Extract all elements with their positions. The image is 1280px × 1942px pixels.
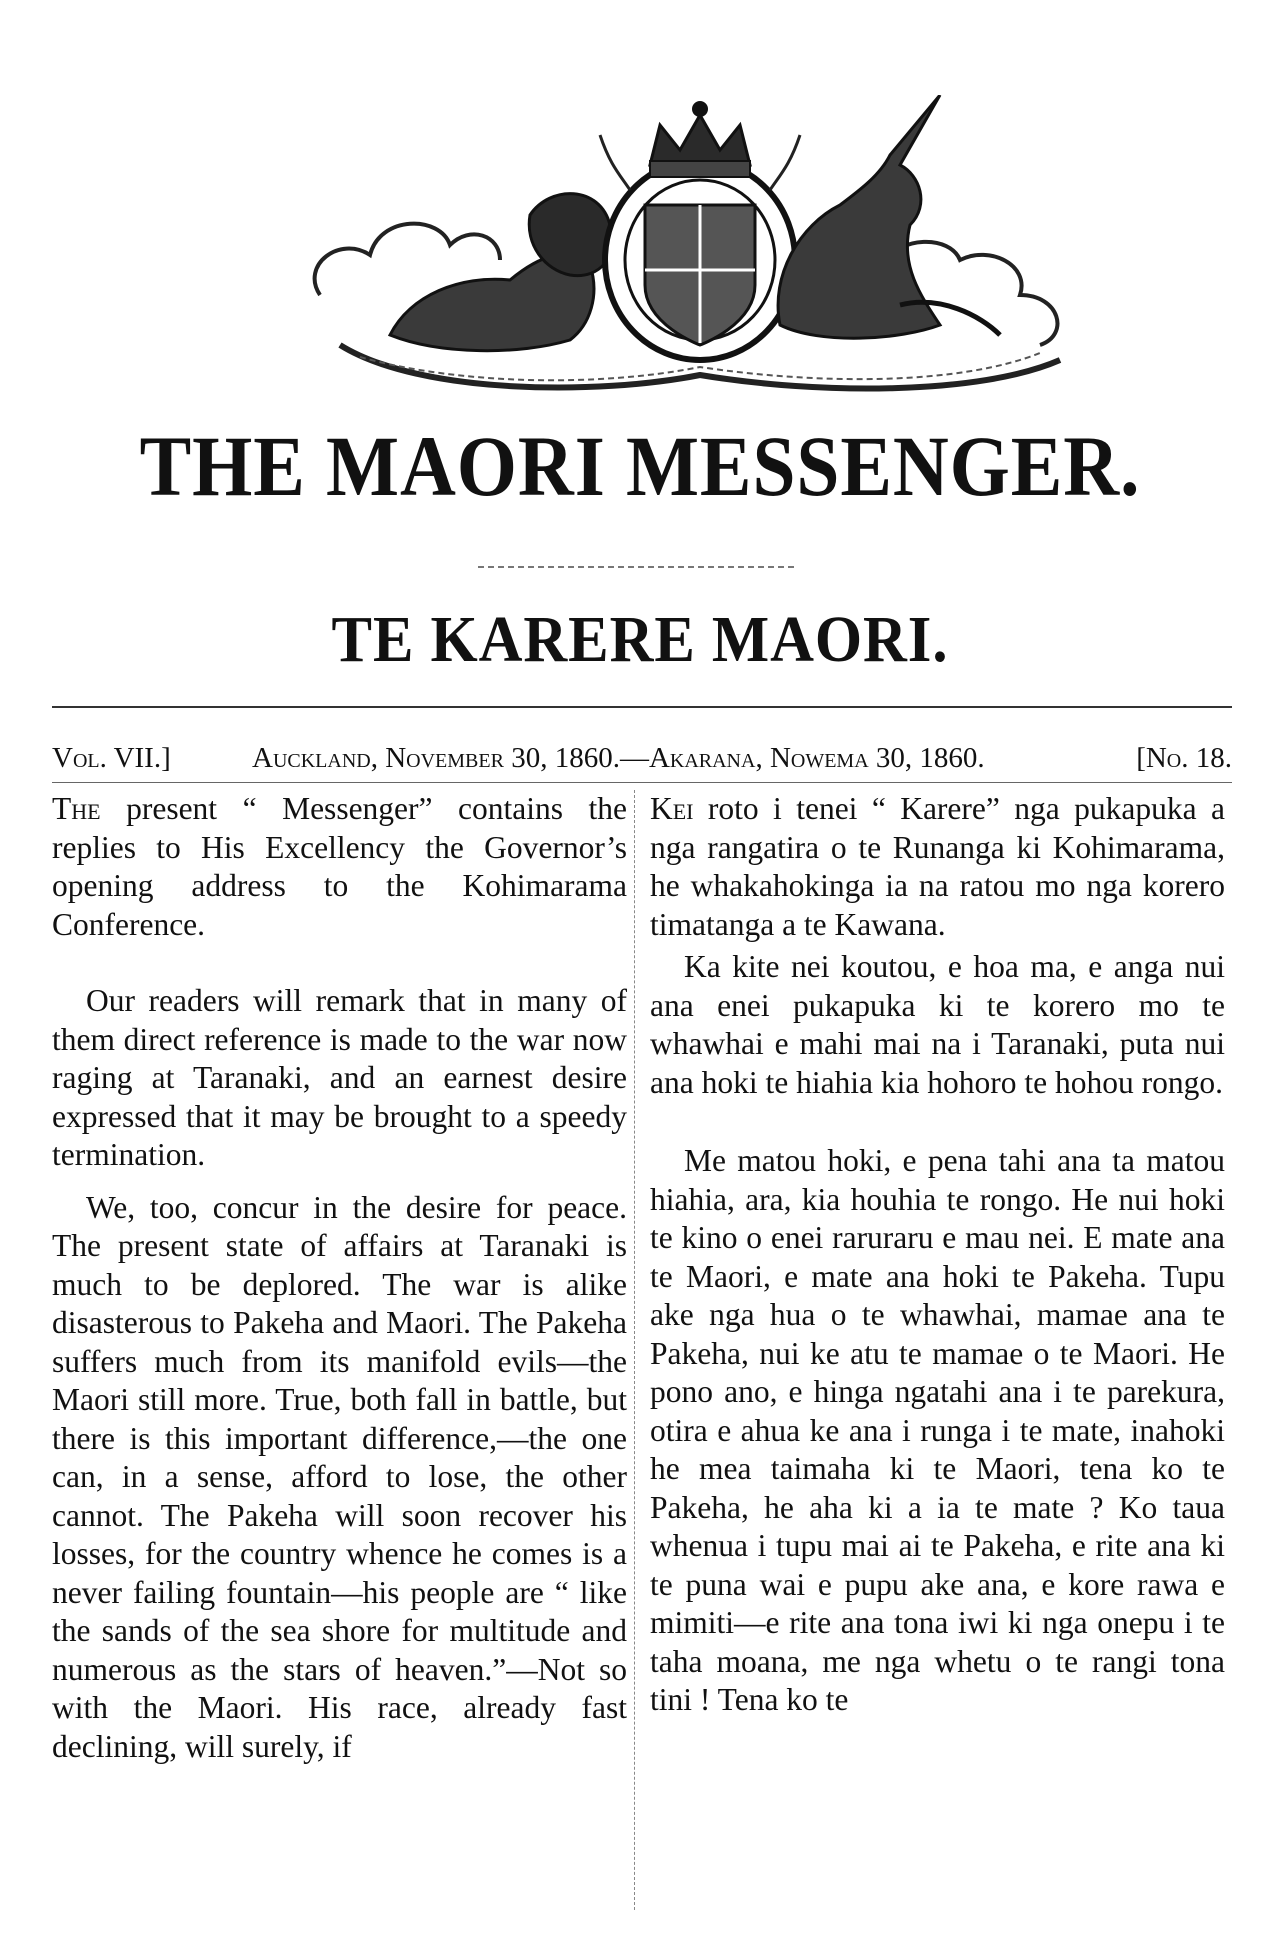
maori-column [650, 790, 1225, 1720]
dateline [52, 738, 1232, 778]
english-paragraph-1-text: present “ Messenger” contains the replies to His Excellency the Governor’s opening address to the Kohimarama Conference. [52, 791, 627, 942]
place-and-date: Auckland, November 30, 1860.—Akarana, Nowema 30, 1860. [252, 742, 985, 774]
dateline-bottom-rule [52, 782, 1232, 783]
english-column [52, 790, 627, 1766]
maori-paragraph-1 [650, 790, 1225, 944]
maori-paragraph-3: Me matou hoki, e pena tahi ana ta matou hiahia, ara, kia houhia te rongo. He nui hoki te kino o enei raruraru e mau nei. E mate ana te Maori, e mate ana hoki te Pakeha. Tupu ake nga hua o te whawhai, mamae ana te Pakeha, nui ke atu te mamae o te Maori. He pono ano, e hinga ngatahi ana i te parekura, otira e ahua ke ana i runga i te mate, inahoki he mea taimaha ki te Maori, tena ko te Pakeha, he aha ki a ia te mate ? Ko taua whenua i tupu mai ai te Pakeha, e rite ana ki te puna wai e pupu ake ana, e kore rawa e mimiti—e rite ana tona iwi ki nga onepu i te taha moana, me nga whetu o te rangi tona tini ! Tena ko te [650, 1143, 1225, 1717]
volume-number: Vol. VII.] [52, 742, 171, 774]
title-divider [478, 566, 794, 568]
masthead-subtitle: TE KARERE MAORI. [331, 603, 949, 676]
maori-paragraph-1-text: roto i tenei “ Karere” nga pukapuka a nga rangatira o te Runanga ki Kohimarama, he whakahokinga ia na ratou mo nga korero timatanga a te Kawana. [650, 791, 1225, 942]
english-paragraph-2: Our readers will remark that in many of them direct reference is made to the war now raging at Taranaki, and an earnest desire expressed that it may be brought to a speedy termination. [52, 983, 627, 1172]
english-lead-word: The [52, 791, 101, 826]
english-paragraph-3: We, too, concur in the desire for peace. The present state of affairs at Taranaki is much to be deplored. The war is alike disasterous to Pakeha and Maori. The Pakeha suffers much from its manifold evils—the Maori still more. True, both fall in battle, but there is this important difference,—the one can, in a sense, afford to lose, the other cannot. The Pakeha will soon recover his losses, for the country whence he comes is a never failing fountain—his people are “ like the sands of the sea shore for multitude and numerous as the stars of heaven.”—Not so with the Maori. His race, already fast declining, will surely, if [52, 1189, 627, 1764]
column-divider [634, 790, 635, 1910]
maori-paragraph-2: Ka kite nei koutou, e hoa ma, e anga nui ana enei pukapuka ki te korero mo te whawhai e mahi mai na i Taranaki, puta nui ana hoki te hiahia kia hohoro te hohou rongo. [650, 949, 1225, 1100]
issue-number: [No. 18. [1136, 742, 1232, 774]
royal-coat-of-arms-crest [300, 95, 1080, 405]
maori-lead-word: Kei [650, 791, 694, 826]
dateline-top-rule [52, 706, 1232, 708]
masthead-title: THE MAORI MESSENGER. [139, 418, 1141, 514]
english-paragraph-1 [52, 790, 627, 944]
